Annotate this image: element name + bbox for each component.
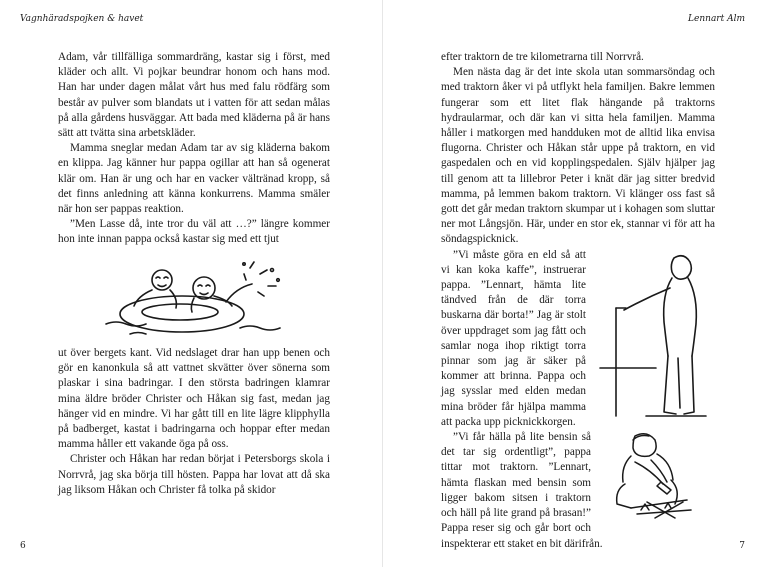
left-page-text-bottom (58, 346, 330, 498)
layout-spacer (714, 248, 715, 344)
paragraph: Men nästa dag är det inte skola utan sommarsöndag och med traktorn åker vi på utflykt hela familjen. Bakre lemmen fungerar som ett litet flak hängande på traktorns hydraularmar, och där kan vi sitta hela familjen. Mamma håller i matkorgen med handduken mot de alltid lika envisa flugorna. Christer och Håkan står uppe på traktorn, en vid gaspedalen och en vid kopplingspedalen. Själv hjälper jag till genom att ta lillebror Peter i knät där jag sitter bredvid mamma, på lemmen bakom traktorn. Vi klänger oss fast så gott det går medan traktorn skumpar ut i kohagen som sluttar ner mot Långsjön. Här, under en stor ek, stannar vi för att ha söndagspicknick. (441, 66, 715, 246)
swimming-illustration (100, 258, 290, 340)
paragraph: ”Vi måste göra en eld så att vi kan koka kaffe”, instruerar pappa. ”Lennart, hämta lite tändved från de där torra buskarna där borta!” Jag är stolt över uppdraget som jag fått och samlar noga ihop riktigt torra pinnar som jag är säker på kommer att brinna. Pappa och jag sysslar med elden medan mina bröder får hjälpa mamma att packa upp picknickkorgen. (441, 248, 586, 428)
paragraph: ”Vi får hälla på lite bensin så det tar sig ordentligt”, pappa tittar mot traktorn. ”Lennart, hämta flaskan med bensin som ligger bakom sitsen i traktorn och häll på lite grand på brasan!” Pappa reser sig och går bort och inspekterar ett staket en bit därifrån. (441, 431, 603, 550)
paragraph: Adam, vår tillfälliga sommardräng, kastar sig i först, med kläder och allt. Vi pojkar beundrar honom och hans mod. Han har under dagen målat vårt hus med falu rödfärg som består av pulver som blandats ut i vatten för att sedan målas på alla gårdens husväggar. Att bada med kläderna på är hans sätt att tvätta sina arbetskläder. (58, 51, 330, 140)
right-page (383, 0, 765, 567)
man-illustration (586, 248, 714, 418)
kneeling-boy-illustration (591, 430, 715, 522)
running-header-left: Vagnhäradspojken & havet (20, 14, 144, 24)
right-page-text (441, 50, 715, 552)
left-page (0, 0, 382, 567)
paragraph: efter traktorn de tre kilometrarna till Norrvrå. (441, 51, 644, 63)
paragraph: Mamma sneglar medan Adam tar av sig kläderna bakom en klippa. Jag känner hur pappa ogillar att han så ogenerat klär om. Han är ung och har en vacker vältränad kropp, så det finns anledning att känna konkurrens. Mamma smäler när hon ser pappas reaktion. (58, 142, 330, 216)
left-page-text-top (58, 50, 330, 248)
page-number-left: 6 (20, 541, 26, 551)
paragraph: Christer och Håkan har redan börjat i Petersborgs skola i Norrvrå, jag ska börja till hösten. Pappa har lovat att då ska jag liksom Håkan och Christer få tolka på skidor (58, 453, 330, 496)
paragraph: ut över bergets kant. Vid nedslaget drar han upp benen och gör en kanonkula så att vattnet skvätter över sönerna som plaskar i sina badringar. I den största badringen klamrar mina äldre bröder Christer och Håkan sig fast, medan jag hänger vid en mindre. Vi har gått till en lite lägre klipphylla på badberget, kastat i badringarna och hoppar efter medan mamma håller ett vakande öga på oss. (58, 347, 330, 451)
running-header-right: Lennart Alm (688, 14, 745, 24)
paragraph: ”Men Lasse då, inte tror du väl att …?” längre kommer hon inte innan pappa också kastar sig med ett tjut (58, 218, 330, 246)
page-number-right: 7 (739, 541, 745, 551)
